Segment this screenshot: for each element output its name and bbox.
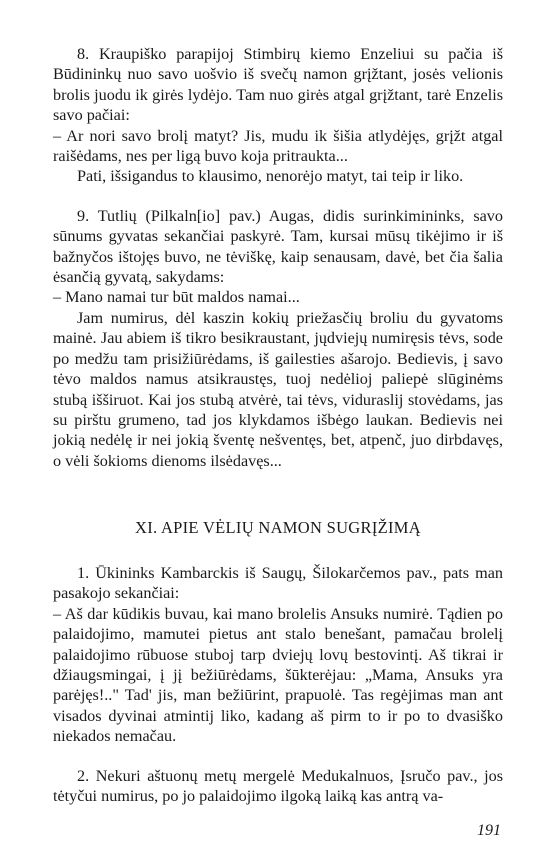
paragraph-9: 9. Tutlių (Pilkaln[io] pav.) Augas, didis surinkimininks, savo sūnums gyvatas sekančiai paskyrė. Tam, kursai mūsų tikėjimo ir iš bažnyčos ištojęs buvo, ne tėviškę, kaip senausam, davė, bet čia šalia ėsančią gyvatą, sakydams: [53, 206, 503, 287]
body-text-lower [53, 563, 503, 806]
dialogue-line: – Mano namai tur būt maldos namai... [53, 288, 300, 307]
paragraph: Pati, išsigandus to klausimo, nenorėjo matyt, tai teip ir liko. [77, 167, 464, 186]
paragraph-2: 2. Nekuri aštuonų metų mergelė Medukalnuos, Įsručo pav., jos tėtyčui numirus, po jo palaidojimo ilgoką laiką kas antrą va- [53, 766, 503, 806]
paragraph-1: 1. Ūkininks Kambarckis iš Saugų, Šilokarčemos pav., pats man pasakojo sekančiai: [53, 564, 503, 603]
chapter-heading: XI. APIE VĖLIŲ NAMON SUGRĮŽIMĄ [135, 518, 421, 537]
dialogue-line: – Aš dar kūdikis buvau, kai mano brolelis Ansuks numirė. Tądien po palaidojimo, mamutei pietus ant stalo benešant, pamačau brolelį palaidojimo rūbuose stuboj tarp dviejų lovų bestovintį. Aš tikrai ir džiaugsmingai, į jį bežiūrėdams, šūkterėjau: „Mama, Ansuks yra parėjęs!.." Tad' jis, man bežiūrint, prapuolė. Tas regėjimas man ant visados dyvinai atmintij liko, kadang aš pirm to ir po to dvasiško niekados nemačau. [53, 604, 503, 746]
body-text-upper [53, 44, 503, 471]
paragraph-8: 8. Kraupiško parapijoj Stimbirų kiemo Enzeliui su pačia iš Būdininkų nuo savo uošvio iš svečų namon grįžtant, josės velionis brolis juodu ik girės lydėjo. Tam nuo girės atgal grįžtant, tarė Enzelis savo pačiai: [53, 45, 503, 125]
dialogue-line: – Ar nori savo brolį matyt? Jis, mudu ik šišia atlydėjęs, grįžt atgal raišėdams, nes per ligą buvo koja pritraukta... [53, 126, 503, 166]
paragraph: Jam numirus, dėl kaszin kokių priežasčių broliu du gyvatoms mainė. Jau abiem iš tikro besikraustant, jųdviejų numiręsis tėvs, sode po medžu tam prisižiūrėdams, iš gailesties ašarojo. Bedievis, į savo tėvo maldos namus atsikraustęs, tuoj nedėlioj paliepė slūginėms stubą išširuot. Kai jos stubą atvėrė, tai tėvs, viduraslij stovėdams, jas su pirštu grumeno, tad jos klykdamos išbėgo laukan. Bedievis nei jokią nedėlę ir nei jokią šventę nešventęs, bet, atpenč, juo dirbdavęs, o vėli šokioms dienoms ilsėdavęs... [53, 308, 503, 470]
page-number: 191 [477, 822, 501, 839]
